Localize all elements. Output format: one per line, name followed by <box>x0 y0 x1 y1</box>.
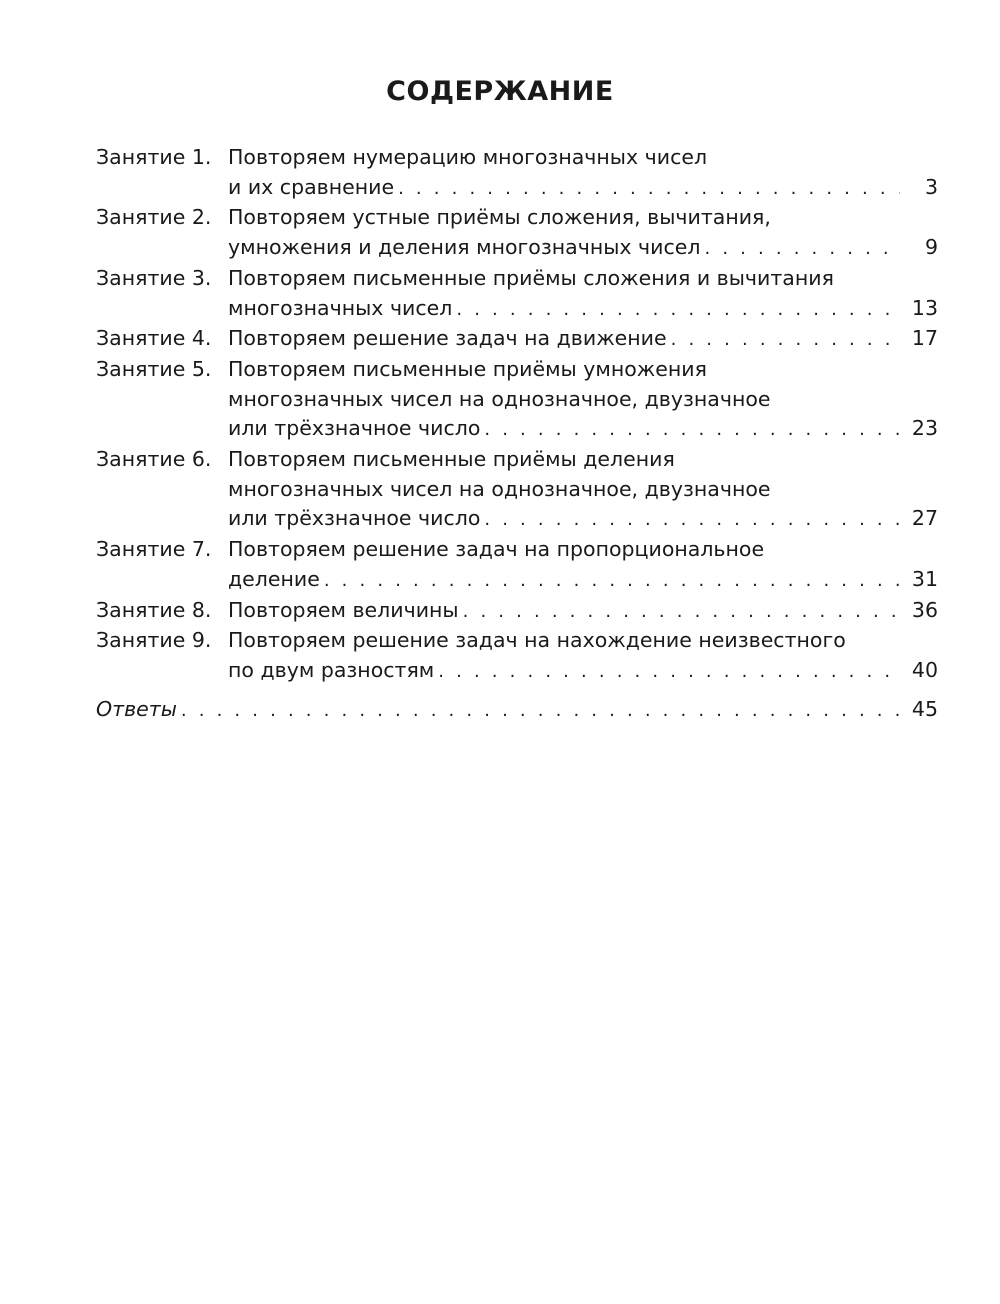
dot-leader <box>324 566 900 596</box>
entry-title-line: деление <box>228 566 320 591</box>
lesson-label: Занятие 9. <box>96 628 212 653</box>
dot-leader <box>398 174 900 204</box>
entry-title-line: Повторяем решение задач на пропорциональное <box>228 537 765 562</box>
entry-title-line: умножения и деления многозначных чисел <box>228 235 701 260</box>
lesson-label: Занятие 6. <box>96 447 212 472</box>
entry-title-line: Повторяем нумерацию многозначных чисел <box>228 145 708 169</box>
dot-leader <box>671 325 900 355</box>
toc-entry-4[interactable] <box>96 324 938 355</box>
page-number: 17 <box>911 326 938 351</box>
toc-entry-6[interactable] <box>96 445 938 535</box>
entry-title-line: по двум разностям <box>228 657 435 682</box>
page-number: 45 <box>911 696 938 721</box>
entry-title-line: Повторяем решение задач на движение <box>228 326 667 351</box>
lesson-label: Занятие 8. <box>96 597 212 622</box>
dot-leader <box>484 505 900 535</box>
toc-entry-1[interactable] <box>96 143 938 203</box>
entry-title-line: Повторяем письменные приёмы деления <box>228 447 675 472</box>
lesson-label: Занятие 3. <box>96 265 212 290</box>
dot-leader <box>484 415 900 445</box>
entry-title-line: Повторяем решение задач на нахождение неизвестного <box>228 628 846 653</box>
toc-entry-2[interactable] <box>96 203 938 263</box>
page-number: 40 <box>911 657 938 682</box>
answers-label: Ответы <box>96 696 177 721</box>
entry-title-line: или трёхзначное число <box>228 506 481 531</box>
entry-title-line: Повторяем письменные приёмы сложения и вычитания <box>228 265 834 290</box>
entry-title-line: или трёхзначное число <box>228 416 481 441</box>
page-number: 23 <box>911 416 938 441</box>
page-number: 13 <box>911 295 938 320</box>
entry-title-line: и их сравнение <box>228 174 395 199</box>
dot-leader <box>704 234 900 264</box>
page-number: 36 <box>911 597 938 622</box>
toc-entry-answers[interactable] <box>96 695 938 726</box>
table-of-contents <box>96 143 938 725</box>
entry-title-line: многозначных чисел на однозначное, двузначное <box>228 386 771 411</box>
lesson-label: Занятие 7. <box>96 537 212 562</box>
entry-title-line: Повторяем письменные приёмы умножения <box>228 356 707 381</box>
lesson-label: Занятие 2. <box>96 205 212 230</box>
page-title: СОДЕРЖАНИЕ <box>386 76 614 107</box>
entry-title-line: Повторяем величины <box>228 597 459 622</box>
toc-entry-8[interactable] <box>96 596 938 627</box>
dot-leader <box>456 295 900 325</box>
toc-entry-5[interactable] <box>96 355 938 445</box>
toc-entry-3[interactable] <box>96 264 938 324</box>
page-number: 27 <box>911 506 938 531</box>
lesson-label: Занятие 4. <box>96 326 212 351</box>
page-number: 9 <box>924 235 938 260</box>
page-number: 31 <box>911 566 938 591</box>
toc-entry-9[interactable] <box>96 626 938 686</box>
dot-leader <box>463 597 900 627</box>
page-number: 3 <box>924 174 938 199</box>
entry-title-line: многозначных чисел на однозначное, двузначное <box>228 476 771 501</box>
toc-entry-7[interactable] <box>96 535 938 595</box>
dot-leader <box>438 657 900 687</box>
lesson-label: Занятие 5. <box>96 356 212 381</box>
dot-leader <box>181 696 900 726</box>
lesson-label: Занятие 1. <box>96 145 212 169</box>
entry-title-line: многозначных чисел <box>228 295 453 320</box>
entry-title-line: Повторяем устные приёмы сложения, вычитания, <box>228 205 771 230</box>
